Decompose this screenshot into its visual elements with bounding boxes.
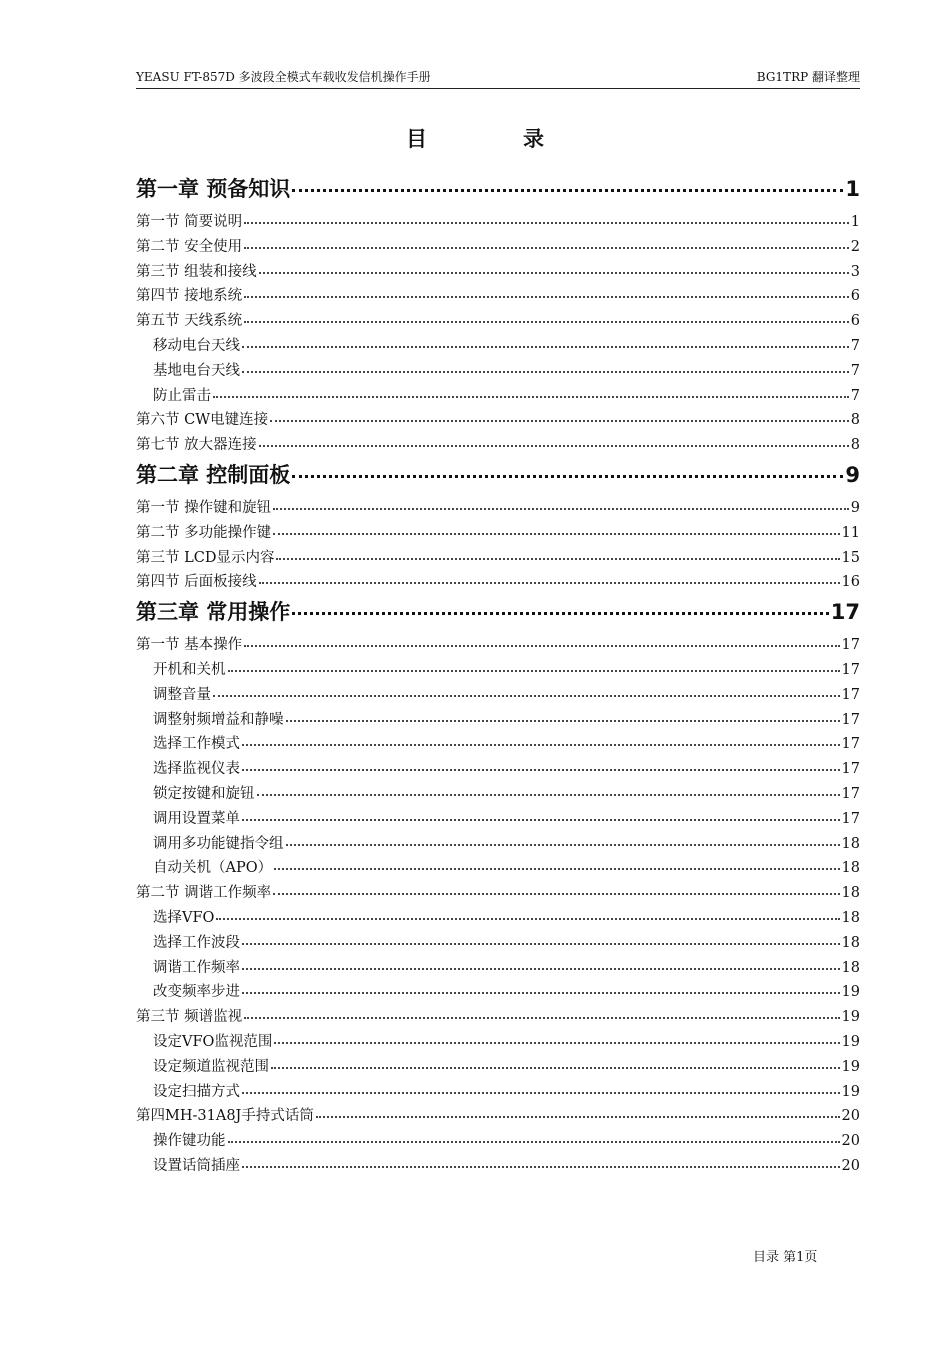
- toc-subsection-entry[interactable]: [136, 956, 860, 981]
- toc-subsection-entry[interactable]: [136, 807, 860, 832]
- toc-entry-page: 8: [850, 437, 860, 454]
- toc-entry-page: 17: [841, 810, 860, 827]
- toc-subsection-entry[interactable]: [136, 708, 860, 733]
- toc-entry-label: 第四节 后面板接线: [136, 574, 257, 591]
- toc-entry-page: 6: [850, 313, 860, 330]
- toc-entry-page: 17: [841, 761, 860, 778]
- toc-entry-page: 17: [841, 736, 860, 753]
- toc-entry-label: 改变频率步进: [153, 984, 240, 1001]
- dot-leader: [273, 507, 849, 510]
- toc-subsection-entry[interactable]: [136, 1154, 860, 1179]
- toc-entry-label: 第五节 天线系统: [136, 313, 243, 330]
- dot-leader: [270, 419, 849, 422]
- toc-entry-page: 20: [841, 1157, 860, 1174]
- toc-entry-label: 第七节 放大器连接: [136, 437, 257, 454]
- toc-entry-label: 选择监视仪表: [153, 761, 240, 778]
- toc-entry-page: 8: [850, 412, 860, 429]
- toc-subsection-entry[interactable]: [136, 931, 860, 956]
- toc-entry-label: 第二节 多功能操作键: [136, 524, 272, 541]
- toc-entry-label: 防止雷击: [153, 387, 211, 404]
- toc-entry-label: 第一节 简要说明: [136, 214, 243, 230]
- toc-subsection-entry[interactable]: [136, 832, 860, 857]
- dot-leader: [242, 991, 840, 994]
- header-title: YEASU FT-857D 多波段全模式车载收发信机操作手册: [136, 70, 431, 84]
- dot-leader: [257, 793, 840, 796]
- toc-entry-label: 锁定按键和旋钮: [153, 785, 255, 802]
- toc-entry-page: 18: [841, 835, 860, 852]
- toc-entry-label: 第三章 常用操作: [136, 600, 291, 625]
- dot-leader: [276, 557, 839, 560]
- toc-entry-page: 20: [841, 1108, 860, 1125]
- toc-entry-page: 17: [841, 686, 860, 703]
- dot-leader: [213, 694, 840, 697]
- dot-leader: [259, 271, 849, 274]
- toc-chapter-entry[interactable]: [136, 597, 860, 627]
- toc-entry-label: 设置话筒插座: [153, 1157, 240, 1174]
- toc-subsection-entry[interactable]: [136, 1080, 860, 1105]
- toc-entry-page: 18: [841, 934, 860, 951]
- toc-subsection-entry[interactable]: [136, 732, 860, 757]
- dot-leader: [242, 942, 840, 945]
- dot-leader: [286, 843, 840, 846]
- dot-leader: [316, 1115, 840, 1118]
- toc-entry-label: 第一章 预备知识: [136, 177, 291, 201]
- dot-leader: [286, 719, 840, 722]
- toc-subsection-entry[interactable]: [136, 1129, 860, 1154]
- toc-entry-label: 第二章 控制面板: [136, 462, 291, 487]
- dot-leader: [242, 1165, 840, 1168]
- toc-entry-page: 16: [841, 574, 860, 591]
- dot-leader: [273, 892, 839, 895]
- toc-subsection-entry[interactable]: [136, 384, 860, 409]
- toc-entry-page: 2: [850, 238, 860, 255]
- toc-entry-label: 设定VFO监视范围: [153, 1033, 273, 1050]
- dot-leader: [273, 532, 839, 535]
- toc-entry-label: 第一节 操作键和旋钮: [136, 499, 272, 516]
- toc-subsection-entry[interactable]: [136, 782, 860, 807]
- toc-entry-label: 调整音量: [153, 686, 211, 703]
- toc-entry-label: 设定频道监视范围: [153, 1058, 269, 1075]
- dot-leader: [244, 1016, 839, 1019]
- toc-section-entry[interactable]: [136, 309, 860, 334]
- dot-leader: [213, 395, 849, 398]
- toc-entry-page: 19: [841, 1033, 860, 1050]
- toc-entry-page: 9: [845, 462, 860, 487]
- toc-subsection-entry[interactable]: [136, 1030, 860, 1055]
- toc-section-entry[interactable]: [136, 633, 860, 658]
- toc-section-entry[interactable]: [136, 260, 860, 285]
- toc-entry-page: 19: [841, 984, 860, 1001]
- table-of-contents: [136, 172, 860, 1179]
- dot-leader: [259, 581, 840, 584]
- toc-entry-label: 第六节 CW电键连接: [136, 412, 269, 429]
- toc-subsection-entry[interactable]: [136, 906, 860, 931]
- toc-entry-label: 第二节 安全使用: [136, 238, 243, 255]
- toc-section-entry[interactable]: [136, 1005, 860, 1030]
- toc-entry-label: 第一节 基本操作: [136, 637, 243, 654]
- toc-entry-page: 19: [841, 1009, 860, 1026]
- dot-leader: [242, 768, 840, 771]
- toc-entry-page: 11: [841, 524, 860, 541]
- toc-entry-page: 17: [841, 711, 860, 728]
- dot-leader: [244, 644, 839, 647]
- toc-entry-page: 19: [841, 1083, 860, 1100]
- toc-entry-label: 操作键功能: [153, 1133, 226, 1150]
- toc-entry-label: 调用多功能键指令组: [153, 835, 284, 852]
- dot-leader: [242, 743, 840, 746]
- header-translator: BG1TRP 翻译整理: [756, 70, 860, 84]
- toc-section-entry[interactable]: [136, 1104, 860, 1129]
- toc-entry-page: 17: [841, 661, 860, 678]
- running-header: [136, 68, 860, 89]
- toc-chapter-entry[interactable]: [136, 460, 860, 490]
- toc-section-entry[interactable]: [136, 210, 860, 235]
- toc-entry-label: 第三节 组装和接线: [136, 263, 257, 280]
- dot-leader: [242, 370, 849, 373]
- dot-leader: [274, 867, 839, 870]
- toc-entry-page: 7: [850, 337, 860, 354]
- toc-entry-label: 移动电台天线: [153, 337, 240, 354]
- toc-entry-page: 1: [850, 214, 860, 230]
- toc-entry-page: 17: [841, 785, 860, 802]
- toc-entry-page: 20: [841, 1133, 860, 1150]
- toc-chapter-entry[interactable]: [136, 174, 860, 204]
- toc-subsection-entry[interactable]: [136, 757, 860, 782]
- dot-leader: [271, 1066, 840, 1069]
- toc-entry-label: 第四MH-31A8J手持式话筒: [136, 1108, 314, 1125]
- page-footer: 目录 第1页: [753, 1250, 818, 1265]
- dot-leader: [242, 345, 849, 348]
- toc-subsection-entry[interactable]: [136, 658, 860, 683]
- toc-entry-label: 开机和关机: [153, 661, 226, 678]
- toc-section-entry[interactable]: [136, 881, 860, 906]
- toc-section-entry[interactable]: [136, 235, 860, 260]
- toc-entry-page: 6: [850, 288, 860, 305]
- toc-section-entry[interactable]: [136, 521, 860, 546]
- toc-entry-page: 18: [841, 909, 860, 926]
- dot-leader: [292, 188, 843, 192]
- dot-leader: [274, 1041, 839, 1044]
- toc-entry-label: 设定扫描方式: [153, 1083, 240, 1100]
- toc-subsection-entry[interactable]: [136, 334, 860, 359]
- toc-entry-page: 9: [850, 499, 860, 516]
- toc-entry-label: 调谐工作频率: [153, 959, 240, 976]
- toc-entry-label: 第二节 调谐工作频率: [136, 885, 272, 902]
- toc-section-entry[interactable]: [136, 546, 860, 571]
- toc-subsection-entry[interactable]: [136, 856, 860, 881]
- toc-subsection-entry[interactable]: [136, 359, 860, 384]
- toc-entry-page: 7: [850, 362, 860, 379]
- toc-entry-label: 第三节 频谱监视: [136, 1009, 243, 1026]
- toc-entry-page: 1: [845, 177, 860, 201]
- toc-entry-page: 18: [841, 860, 860, 877]
- toc-section-entry[interactable]: [136, 496, 860, 521]
- dot-leader: [244, 221, 849, 224]
- dot-leader: [292, 611, 828, 615]
- toc-entry-label: 调整射频增益和静噪: [153, 711, 284, 728]
- toc-section-entry[interactable]: [136, 433, 860, 458]
- toc-subsection-entry[interactable]: [136, 683, 860, 708]
- dot-leader: [228, 669, 840, 672]
- toc-section-entry[interactable]: [136, 570, 860, 595]
- toc-entry-label: 选择VFO: [153, 909, 215, 926]
- toc-subsection-entry[interactable]: [136, 980, 860, 1005]
- toc-section-entry[interactable]: [136, 408, 860, 433]
- toc-entry-page: 7: [850, 387, 860, 404]
- dot-leader: [242, 818, 840, 821]
- dot-leader: [259, 444, 849, 447]
- toc-entry-label: 第四节 接地系统: [136, 288, 243, 305]
- toc-entry-label: 自动关机（APO）: [153, 860, 273, 877]
- dot-leader: [244, 295, 849, 298]
- dot-leader: [244, 246, 849, 249]
- toc-entry-page: 3: [850, 263, 860, 280]
- toc-entry-page: 15: [841, 549, 860, 566]
- page-title: 目录: [406, 127, 640, 151]
- dot-leader: [244, 320, 849, 323]
- toc-subsection-entry[interactable]: [136, 1055, 860, 1080]
- dot-leader: [292, 474, 843, 478]
- dot-leader: [242, 967, 840, 970]
- dot-leader: [242, 1091, 840, 1094]
- dot-leader: [228, 1140, 840, 1143]
- dot-leader: [216, 917, 839, 920]
- toc-entry-label: 调用设置菜单: [153, 810, 240, 827]
- toc-entry-label: 选择工作模式: [153, 736, 240, 753]
- toc-entry-page: 17: [830, 600, 860, 625]
- toc-entry-page: 18: [841, 885, 860, 902]
- toc-entry-page: 19: [841, 1058, 860, 1075]
- toc-entry-page: 18: [841, 959, 860, 976]
- toc-entry-label: 第三节 LCD显示内容: [136, 549, 275, 566]
- toc-entry-label: 基地电台天线: [153, 362, 240, 379]
- toc-entry-label: 选择工作波段: [153, 934, 240, 951]
- toc-entry-page: 17: [841, 637, 860, 654]
- toc-section-entry[interactable]: [136, 284, 860, 309]
